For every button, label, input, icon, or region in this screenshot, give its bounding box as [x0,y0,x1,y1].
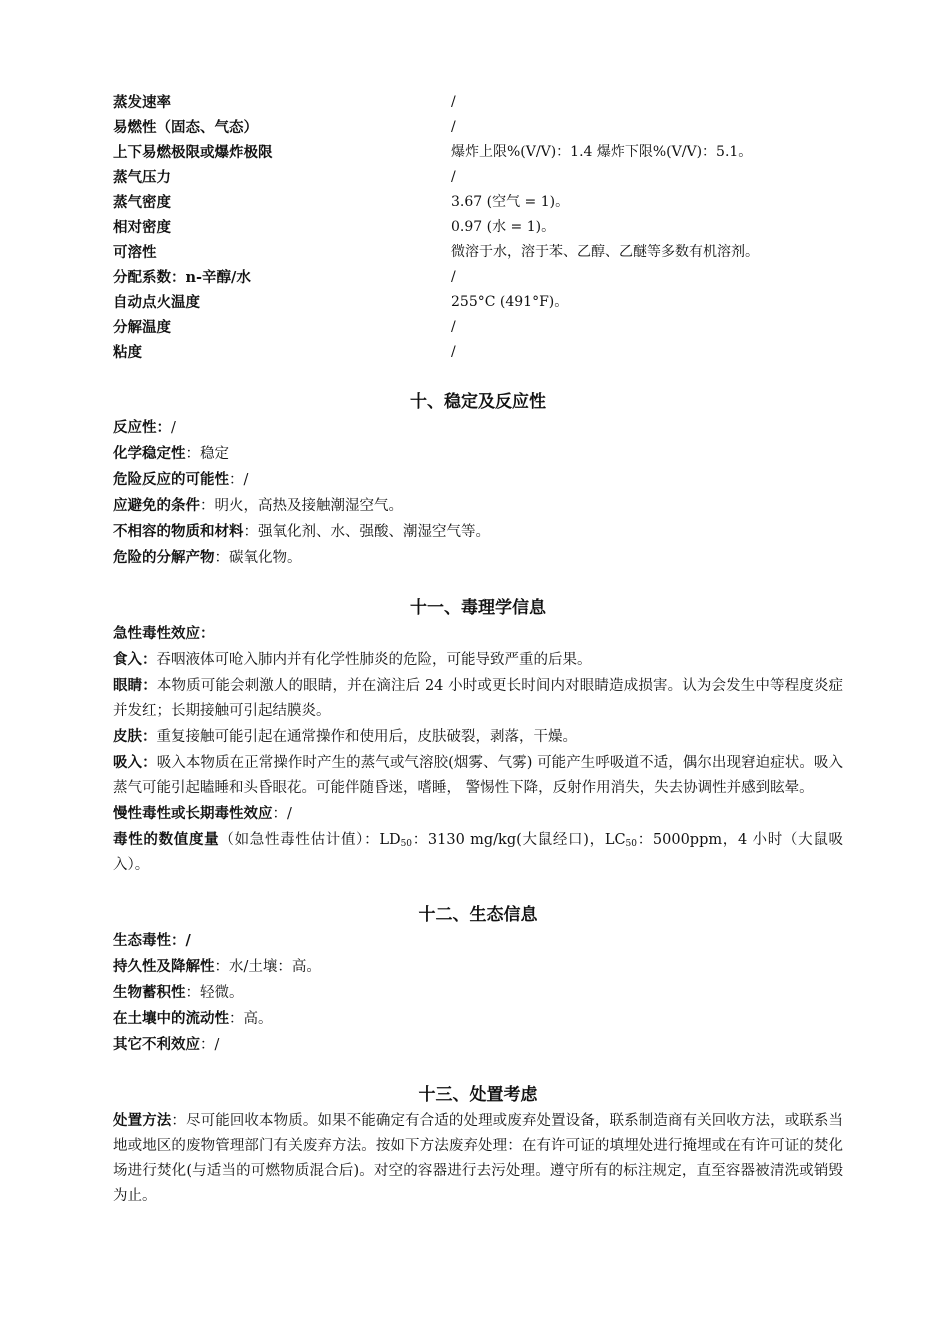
property-key: 蒸气压力 [113,169,171,186]
properties-table [113,90,843,365]
field-line: 持久性及降解性：水/土壤：高。 [113,958,321,975]
property-row [113,190,843,215]
field-line: 危险反应的可能性：/ [113,471,249,488]
property-row [113,140,843,165]
property-key: 分解温度 [113,319,171,336]
field-line: 食入：吞咽液体可呛入肺内并有化学性肺炎的危险，可能导致严重的后果。 [113,651,592,668]
property-value: 3.67 (空气 = 1)。 [451,194,570,210]
section-title: 十二、生态信息 [418,905,538,925]
toxicity-values: 毒性的数值度量（如急性毒性估计值）：$LD_{50}$：3130 mg/kg(大鼠经口)，$LC_{50}$：5000ppm，4 小时（大鼠吸入）。 [113,831,844,873]
property-key: 易燃性（固态、气态） [113,119,258,136]
acute-heading: 急性毒性效应： [113,625,215,642]
section-ecology [113,902,843,1058]
field-line: 其它不利效应：/ [113,1036,220,1053]
property-key: 粘度 [113,344,142,361]
property-value: / [451,94,456,110]
property-key: 蒸气密度 [113,194,171,211]
property-key: 自动点火温度 [113,294,200,311]
section-title: 十、稳定及反应性 [410,392,546,412]
property-row [113,115,843,140]
property-value: 255°C (491°F)。 [451,294,569,310]
field-line: 危险的分解产物：碳氧化物。 [113,549,302,566]
field-line: 在土壤中的流动性：高。 [113,1010,273,1027]
property-key: 相对密度 [113,219,171,236]
property-key: 可溶性 [113,244,157,261]
property-key: 蒸发速率 [113,94,171,111]
field-line: 生物蓄积性：轻微。 [113,984,244,1001]
property-value: 微溶于水，溶于苯、乙醇、乙醚等多数有机溶剂。 [451,244,759,260]
disposal-method: 处置方法：尽可能回收本物质。如果不能确定有合适的处理或废弃处置设备，联系制造商有关回收方法，或联系当地或地区的废物管理部门有关废弃方法。按如下方法废弃处理：在有许可证的填埋处进行掩埋或在有许可证的焚化场进行焚化(与适当的可燃物质混合后)。对空的容器进行去污处理。遵守所有的标注规定，直至容器被清洗或销毁为止。 [113,1112,844,1204]
property-value: 0.97 (水 = 1)。 [451,219,556,235]
property-row [113,240,843,265]
section-stability [113,389,843,571]
property-value: / [451,169,456,185]
property-value: 爆炸上限%(V/V)：1.4 爆炸下限%(V/V)：5.1。 [451,144,753,160]
property-row [113,265,843,290]
field-line: 化学稳定性：稳定 [113,445,229,462]
field-line: 眼睛：本物质可能会刺激人的眼睛，并在滴注后 24 小时或更长时间内对眼睛造成损害。认为会发生中等程度炎症并发红；长期接触可引起结膜炎。 [113,677,843,719]
property-row [113,315,843,340]
document-page [113,90,843,1209]
section-title: 十一、毒理学信息 [410,598,546,618]
field-line: 应避免的条件：明火，高热及接触潮湿空气。 [113,497,403,514]
property-value: / [451,269,456,285]
property-row [113,90,843,115]
property-row [113,215,843,240]
property-key: 分配系数：n-辛醇/水 [113,269,251,286]
property-row [113,340,843,365]
chronic-line: 慢性毒性或长期毒性效应：/ [113,805,292,822]
property-value: / [451,344,456,360]
property-value: / [451,319,456,335]
property-row [113,165,843,190]
section-disposal [113,1082,843,1209]
field-line: 吸入：吸入本物质在正常操作时产生的蒸气或气溶胶(烟雾、气雾) 可能产生呼吸道不适，偶尔出现窘迫症状。吸入蒸气可能引起瞌睡和头昏眼花。可能伴随昏迷，嗜睡， 警惕性下降，反射作用消失，失去协调性并感到眩晕。 [113,754,844,796]
field-line: 生态毒性：/ [113,932,191,949]
field-line: 不相容的物质和材料：强氧化剂、水、强酸、潮湿空气等。 [113,523,490,540]
field-line: 反应性：/ [113,419,176,436]
property-key: 上下易燃极限或爆炸极限 [113,144,273,161]
section-toxicology [113,595,843,878]
property-row [113,290,843,315]
field-line: 皮肤：重复接触可能引起在通常操作和使用后，皮肤破裂，剥落，干燥。 [113,728,577,745]
property-value: / [451,119,456,135]
section-title: 十三、处置考虑 [418,1085,538,1105]
